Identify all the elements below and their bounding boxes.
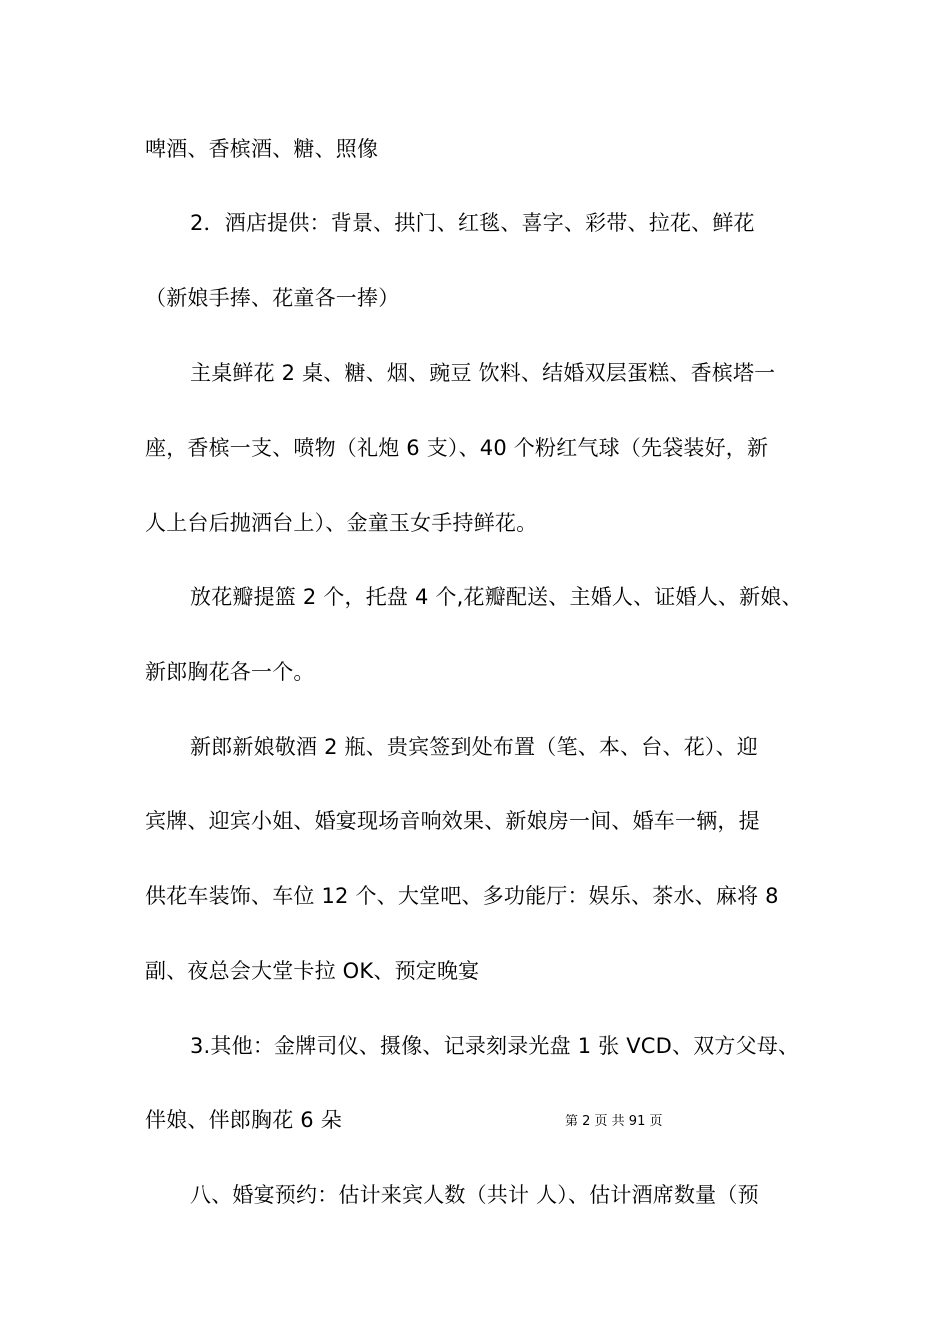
page-number: 第 2 页 共 91 页 bbox=[565, 1114, 663, 1129]
text-line: （新娘手捧、花童各一捧） bbox=[145, 286, 400, 310]
text-line: 座，香槟一支、喷物（礼炮 6 支）、40 个粉红气球（先袋装好，新 bbox=[145, 436, 769, 460]
text-line: 2．酒店提供：背景、拱门、红毯、喜字、彩带、拉花、鲜花 bbox=[190, 211, 755, 235]
text-line: 副、夜总会大堂卡拉 OK、预定晚宴 bbox=[145, 959, 480, 983]
text-line: 3.其他：金牌司仪、摄像、记录刻录光盘 1 张 VCD、双方父母、 bbox=[190, 1034, 800, 1058]
text-line: 人上台后抛洒台上）、金童玉女手持鲜花。 bbox=[145, 511, 538, 535]
text-line: 供花车装饰、车位 12 个、大堂吧、多功能厅：娱乐、茶水、麻将 8 bbox=[145, 884, 779, 908]
text-line: 放花瓣提篮 2 个，托盘 4 个,花瓣配送、主婚人、证婚人、新娘、 bbox=[190, 585, 803, 609]
text-line: 伴娘、伴郎胸花 6 朵 bbox=[145, 1108, 342, 1132]
text-line: 新郎胸花各一个。 bbox=[145, 660, 315, 684]
text-line: 八、婚宴预约：估计来宾人数（共计 人）、估计酒席数量（预 bbox=[190, 1183, 759, 1207]
text-line: 新郎新娘敬酒 2 瓶、贵宾签到处布置（笔、本、台、花）、迎 bbox=[190, 735, 759, 759]
text-line: 啤酒、香槟酒、糖、照像 bbox=[145, 137, 379, 161]
text-line: 宾牌、迎宾小姐、婚宴现场音响效果、新娘房一间、婚车一辆，提 bbox=[145, 809, 760, 833]
text-line: 主桌鲜花 2 桌、糖、烟、豌豆 饮料、结婚双层蛋糕、香槟塔一 bbox=[190, 361, 776, 385]
